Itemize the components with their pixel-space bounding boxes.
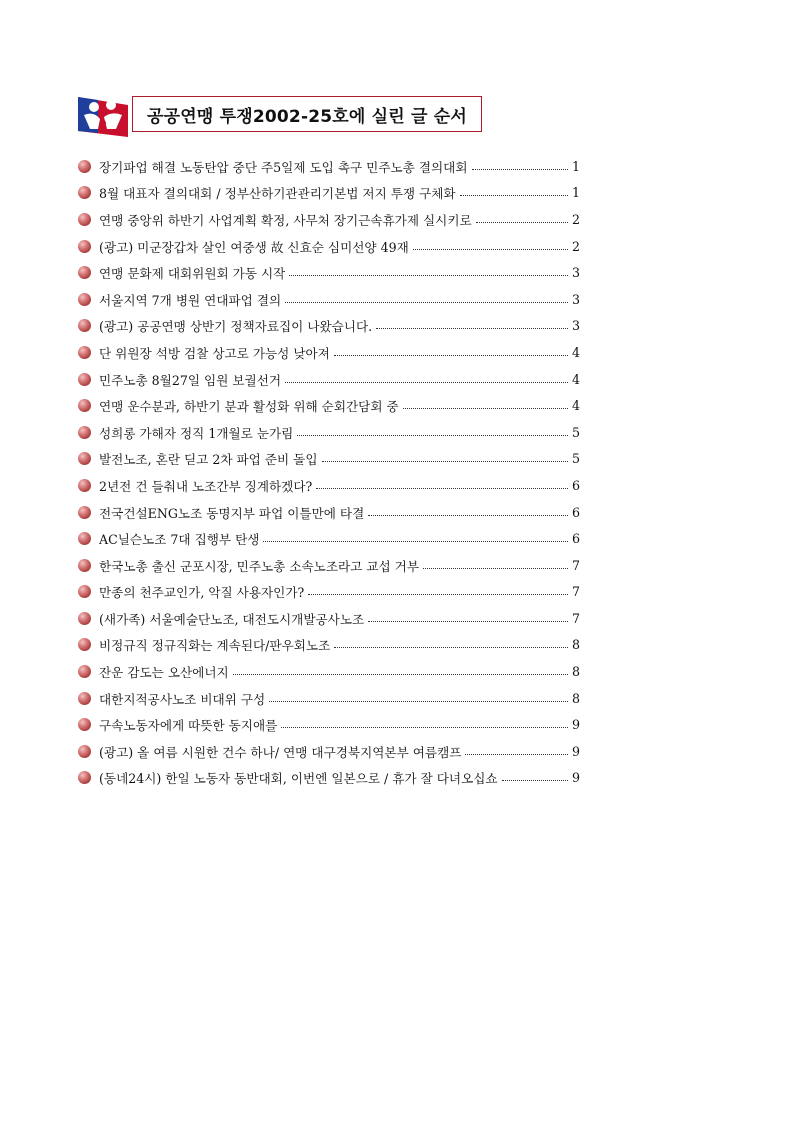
toc-item-title: (새가족) 서울예술단노조, 대전도시개발공사노조 <box>99 611 365 627</box>
toc-item[interactable] <box>78 632 580 659</box>
toc-item[interactable] <box>78 765 580 792</box>
toc-item[interactable] <box>78 339 580 366</box>
bullet-icon <box>78 373 91 386</box>
toc-item-page: 7 <box>571 584 580 600</box>
toc-item-title: 민주노총 8월27일 임원 보궐선거 <box>99 372 282 388</box>
toc-item[interactable] <box>78 180 580 207</box>
toc-item[interactable] <box>78 366 580 393</box>
bullet-icon <box>78 186 91 199</box>
dot-leader <box>316 488 568 489</box>
toc-item-page: 9 <box>571 743 580 759</box>
bullet-icon <box>78 426 91 439</box>
toc-item[interactable] <box>78 419 580 446</box>
dot-leader <box>269 701 568 702</box>
toc-item-page: 7 <box>571 610 580 626</box>
bullet-icon <box>78 319 91 332</box>
bullet-icon <box>78 532 91 545</box>
toc-item-title: (광고) 올 여름 시원한 건수 하나/ 연맹 대구경북지역본부 여름캠프 <box>99 744 462 760</box>
dot-leader <box>403 408 568 409</box>
toc-item-title: 장기파업 해결 노동탄압 중단 주5일제 도입 촉구 민주노총 결의대회 <box>99 159 468 175</box>
dot-leader <box>334 647 568 648</box>
bullet-icon <box>78 293 91 306</box>
toc-item-title: 대한지적공사노조 비대위 구성 <box>99 691 266 707</box>
toc-item-title: 만종의 천주교인가, 악질 사용자인가? <box>99 585 305 601</box>
toc-item-page: 4 <box>571 398 580 414</box>
bullet-icon <box>78 612 91 625</box>
toc-item-page: 1 <box>571 185 580 201</box>
toc-item[interactable] <box>78 472 580 499</box>
toc-item[interactable] <box>78 685 580 712</box>
bullet-icon <box>78 452 91 465</box>
toc-item[interactable] <box>78 738 580 765</box>
dot-leader <box>308 594 568 595</box>
toc-item[interactable] <box>78 206 580 233</box>
toc-item-page: 7 <box>571 557 580 573</box>
toc-item-page: 2 <box>571 211 580 227</box>
bullet-icon <box>78 479 91 492</box>
dot-leader <box>476 222 568 223</box>
toc-item-page: 2 <box>571 238 580 254</box>
dot-leader <box>368 621 568 622</box>
bullet-icon <box>78 771 91 784</box>
table-of-contents <box>78 153 580 791</box>
bullet-icon <box>78 240 91 253</box>
toc-item[interactable] <box>78 153 580 180</box>
dot-leader <box>502 780 568 781</box>
toc-item[interactable] <box>78 392 580 419</box>
toc-item[interactable] <box>78 259 580 286</box>
page-title: 공공연맹 투쟁2002-25호에 실린 글 순서 <box>132 96 482 132</box>
toc-item-title: 연맹 운수분과, 하반기 분과 활성화 위해 순회간담회 중 <box>99 399 399 415</box>
dot-leader <box>368 515 568 516</box>
toc-item-page: 8 <box>571 664 580 680</box>
toc-header <box>78 93 488 137</box>
bullet-icon <box>78 665 91 678</box>
dot-leader <box>413 249 568 250</box>
bullet-icon <box>78 559 91 572</box>
toc-item-page: 3 <box>571 291 580 307</box>
toc-item-page: 8 <box>571 690 580 706</box>
toc-item-page: 6 <box>571 504 580 520</box>
toc-item-title: 한국노총 출신 군포시장, 민주노총 소속노조라고 교섭 거부 <box>99 558 419 574</box>
toc-item-page: 6 <box>571 477 580 493</box>
dot-leader <box>285 302 568 303</box>
toc-item[interactable] <box>78 313 580 340</box>
toc-item-title: 발전노조, 혼란 딛고 2차 파업 준비 돌입 <box>99 452 318 468</box>
bullet-icon <box>78 585 91 598</box>
toc-item[interactable] <box>78 499 580 526</box>
bullet-icon <box>78 346 91 359</box>
toc-item-page: 9 <box>571 717 580 733</box>
toc-item-title: AC닐슨노조 7대 집행부 탄생 <box>99 532 260 548</box>
dot-leader <box>297 435 568 436</box>
toc-item[interactable] <box>78 579 580 606</box>
dot-leader <box>322 461 568 462</box>
toc-item[interactable] <box>78 446 580 473</box>
bullet-icon <box>78 266 91 279</box>
toc-item-page: 6 <box>571 531 580 547</box>
toc-item-page: 3 <box>571 265 580 281</box>
toc-item[interactable] <box>78 233 580 260</box>
dot-leader <box>376 328 568 329</box>
dot-leader <box>233 674 568 675</box>
toc-item[interactable] <box>78 525 580 552</box>
toc-item-page: 1 <box>571 158 580 174</box>
toc-item-title: 8월 대표자 결의대회 / 정부산하기관관리기본법 저지 투쟁 구체화 <box>99 186 456 202</box>
dot-leader <box>263 541 568 542</box>
toc-item-title: 연맹 중앙위 하반기 사업계획 확정, 사무처 장기근속휴가제 실시키로 <box>99 212 472 228</box>
dot-leader <box>285 382 568 383</box>
bullet-icon <box>78 213 91 226</box>
toc-item-title: 잔운 감도는 오산에너지 <box>99 665 229 681</box>
toc-item[interactable] <box>78 552 580 579</box>
toc-item[interactable] <box>78 605 580 632</box>
toc-item-title: 비정규직 정규직화는 계속된다/판우회노조 <box>99 638 331 654</box>
toc-item-title: 2년전 건 들춰내 노조간부 징계하겠다? <box>99 478 313 494</box>
dot-leader <box>289 275 568 276</box>
toc-item-title: 연맹 문화제 대회위원회 가동 시작 <box>99 266 286 282</box>
bullet-icon <box>78 692 91 705</box>
toc-item-title: 구속노동자에게 따뜻한 동지애를 <box>99 718 278 734</box>
dot-leader <box>465 754 568 755</box>
dot-leader <box>423 568 568 569</box>
dot-leader <box>460 195 568 196</box>
dot-leader <box>472 169 568 170</box>
toc-item-title: 성희롱 가해자 정직 1개월로 눈가림 <box>99 425 294 441</box>
bullet-icon <box>78 638 91 651</box>
toc-item-page: 9 <box>571 770 580 786</box>
toc-item-page: 5 <box>571 424 580 440</box>
bullet-icon <box>78 718 91 731</box>
dot-leader <box>281 727 568 728</box>
toc-item-title: 단 위원장 석방 검찰 상고로 가능성 낮아져 <box>99 345 330 361</box>
toc-item-page: 8 <box>571 637 580 653</box>
bullet-icon <box>78 745 91 758</box>
toc-item[interactable] <box>78 286 580 313</box>
bullet-icon <box>78 399 91 412</box>
toc-item-page: 5 <box>571 451 580 467</box>
toc-item-title: 전국건설ENG노조 동명지부 파업 이틀만에 타결 <box>99 505 365 521</box>
toc-item-page: 4 <box>571 371 580 387</box>
toc-item-title: (광고) 미군장갑차 살인 여중생 故 신효순 심미선양 49재 <box>99 239 409 255</box>
toc-item-title: (동네24시) 한일 노동자 동반대회, 이번엔 일본으로 / 휴가 잘 다녀오십쇼 <box>99 771 498 787</box>
bullet-icon <box>78 160 91 173</box>
toc-item-title: (광고) 공공연맹 상반기 정책자료집이 나왔습니다. <box>99 319 373 335</box>
dot-leader <box>334 355 568 356</box>
union-logo-icon <box>78 93 128 137</box>
bullet-icon <box>78 506 91 519</box>
toc-item[interactable] <box>78 711 580 738</box>
toc-item[interactable] <box>78 658 580 685</box>
toc-item-title: 서울지역 7개 병원 연대파업 결의 <box>99 292 282 308</box>
toc-item-page: 3 <box>571 318 580 334</box>
toc-item-page: 4 <box>571 344 580 360</box>
